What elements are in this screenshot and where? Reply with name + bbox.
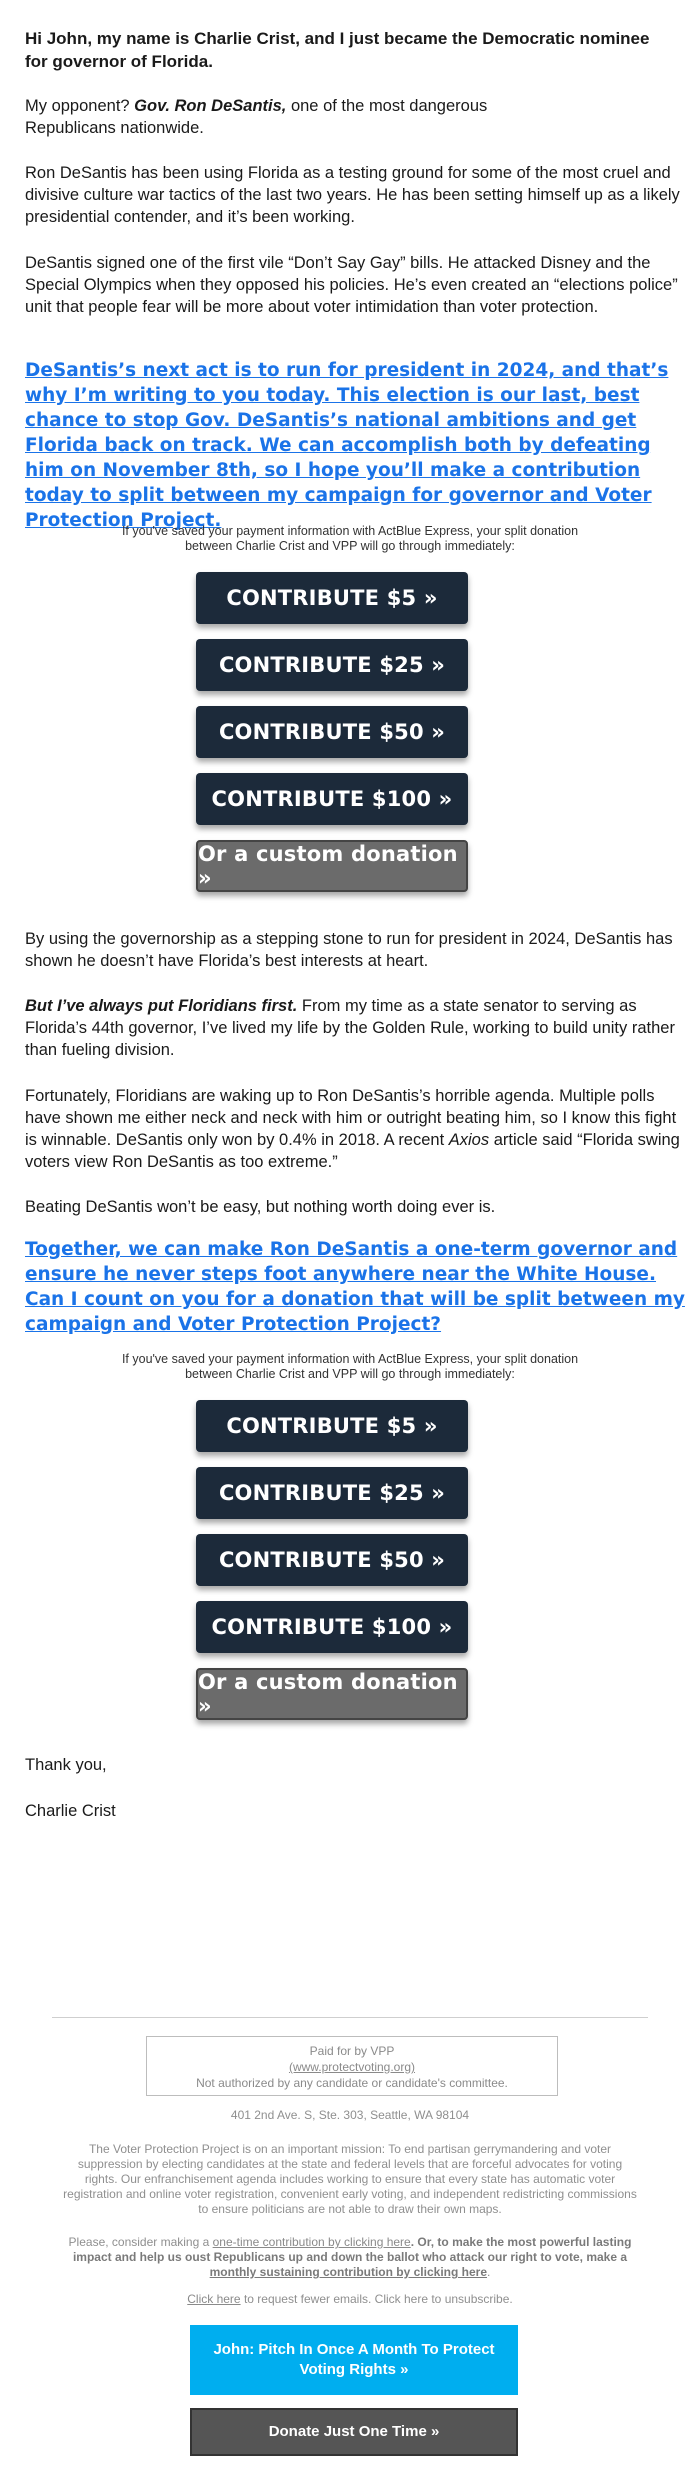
not-authorized: Not authorized by any candidate or candidate's committee. (196, 2076, 508, 2090)
custom-donation-button[interactable]: Or a custom donation » (196, 840, 468, 892)
paragraph-testing-ground: Ron DeSantis has been using Florida as a testing ground for some of the most cruel and divisive culture war tactics of the last two years. He has been setting himself up as a likely presidential contender, and it’s been working. (25, 164, 680, 226)
actblue-express-note-1: If you've saved your payment information with ActBlue Express, your split donation between Charlie Crist and VPP will go through immediately: (121, 524, 579, 553)
contribute-50-button-2[interactable]: CONTRIBUTE $50 » (196, 1534, 468, 1586)
paragraph-dont-say-gay: DeSantis signed one of the first vile “Don’t Say Gay” bills. He attacked Disney and the Special Olympics when they opposed his policies. He’s even created an “elections police” unit that people fear will be more about voter intimidation than voter protection. (25, 254, 678, 316)
one-time-donation-button[interactable]: Donate Just One Time » (190, 2408, 518, 2456)
contribute-25-button[interactable]: CONTRIBUTE $25 » (196, 639, 468, 691)
polls-text-a: Fortunately, Floridians are waking up to Ron DeSantis’s horrible agenda. Multiple polls have shown me either neck and neck with him or outright beating him, so I know this fight is winnable. DeSantis only won by 0.4% in 2018. A recent (25, 1087, 677, 1149)
footer-address: 401 2nd Ave. S, Ste. 303, Seattle, WA 98104 (230, 2108, 470, 2122)
fewer-emails-link[interactable]: Click here (187, 2292, 241, 2306)
polls-text-b: article said “Florida swing voters view Ron DeSantis as too extreme.” (25, 1131, 680, 1171)
footer-consider (60, 2235, 640, 2280)
footer-fewer-emails (60, 2292, 640, 2307)
paragraph-not-easy: Beating DeSantis won’t be easy, but nothing worth doing ever is. (25, 1198, 496, 1216)
consider-text-b: . Or, to make the most powerful lasting impact and help us oust Republicans up and down the ballot who attack our right to vote, make a (72, 2235, 632, 2264)
consider-text-a: Please, consider making a (68, 2235, 213, 2249)
signature: Charlie Crist (25, 1802, 116, 1820)
floridians-first-emph: But I’ve always put Floridians first. (25, 997, 298, 1015)
monthly-donation-button[interactable]: John: Pitch In Once A Month To Protect Voting Rights » (190, 2325, 518, 2395)
footer-mission: The Voter Protection Project is on an important mission: To end partisan gerrymandering and voter suppression by electing candidates at the state and federal levels that are forceful advocates for voting rights. Our enfranchisement agenda includes working to ensure that every state has automatic voter registration and online voter registration, convenient early voting, and independent redistricting commissions to ensure politicians are not able to draw their own maps. (63, 2142, 637, 2216)
opponent-paragraph (25, 95, 545, 139)
consider-text-c: . (487, 2265, 491, 2279)
floridians-first-rest: From my time as a state senator to serving as Florida’s 44th governor, I’ve lived my life by the Golden Rule, working to build unity rather than fueling division. (25, 997, 675, 1059)
opponent-lead: My opponent? (25, 97, 135, 115)
paragraph-floridians-first (25, 995, 685, 1061)
site-link[interactable]: (www.protectvoting.org) (288, 2060, 416, 2074)
paid-for-box (146, 2036, 558, 2096)
opponent-rest: one of the most dangerous Republicans nationwide. (25, 97, 488, 137)
one-time-contribution-link[interactable]: one-time contribution by clicking here (212, 2235, 411, 2249)
donate-link-1[interactable]: DeSantis’s next act is to run for president in 2024, and that’s why I’m writing to you today. This election is our last, best chance to stop Gov. DeSantis’s national ambitions and get Florida back on track. We can accomplish both by defeating him on November 8th, so I hope you’ll make a contribution today to split between my campaign for governor and Voter Protection Project. (25, 360, 669, 531)
actblue-express-note-2: If you've saved your payment information with ActBlue Express, your split donation between Charlie Crist and VPP will go through immediately: (121, 1352, 579, 1381)
paragraph-stepping-stone: By using the governorship as a stepping stone to run for president in 2024, DeSantis has shown he doesn’t have Florida’s best interests at heart. (25, 930, 673, 970)
paid-by: Paid for by VPP (309, 2044, 395, 2058)
contribute-5-button-2[interactable]: CONTRIBUTE $5 » (196, 1400, 468, 1452)
contribute-25-button-2[interactable]: CONTRIBUTE $25 » (196, 1467, 468, 1519)
signoff: Thank you, (25, 1756, 107, 1774)
monthly-contribution-link[interactable]: monthly sustaining contribution by clicking here (209, 2265, 487, 2279)
contribute-50-button[interactable]: CONTRIBUTE $50 » (196, 706, 468, 758)
paragraph-polls (25, 1085, 685, 1173)
axios-name: Axios (448, 1131, 490, 1149)
opponent-name: Gov. Ron DeSantis, (134, 97, 287, 115)
contribute-100-button[interactable]: CONTRIBUTE $100 » (196, 773, 468, 825)
contribute-5-button[interactable]: CONTRIBUTE $5 » (196, 572, 468, 624)
donate-link-2[interactable]: Together, we can make Ron DeSantis a one-term governor and ensure he never steps foot anywhere near the White House. Can I count on you for a donation that will be split between my campaign and Voter Protection Project? (25, 1239, 685, 1335)
custom-donation-button-2[interactable]: Or a custom donation » (196, 1668, 468, 1720)
footer-divider (52, 2017, 648, 2018)
fewer-emails-rest: to request fewer emails. Click here to unsubscribe. (240, 2292, 513, 2306)
contribute-100-button-2[interactable]: CONTRIBUTE $100 » (196, 1601, 468, 1653)
intro-heading: Hi John, my name is Charlie Crist, and I just became the Democratic nominee for governor of Florida. (25, 29, 650, 71)
